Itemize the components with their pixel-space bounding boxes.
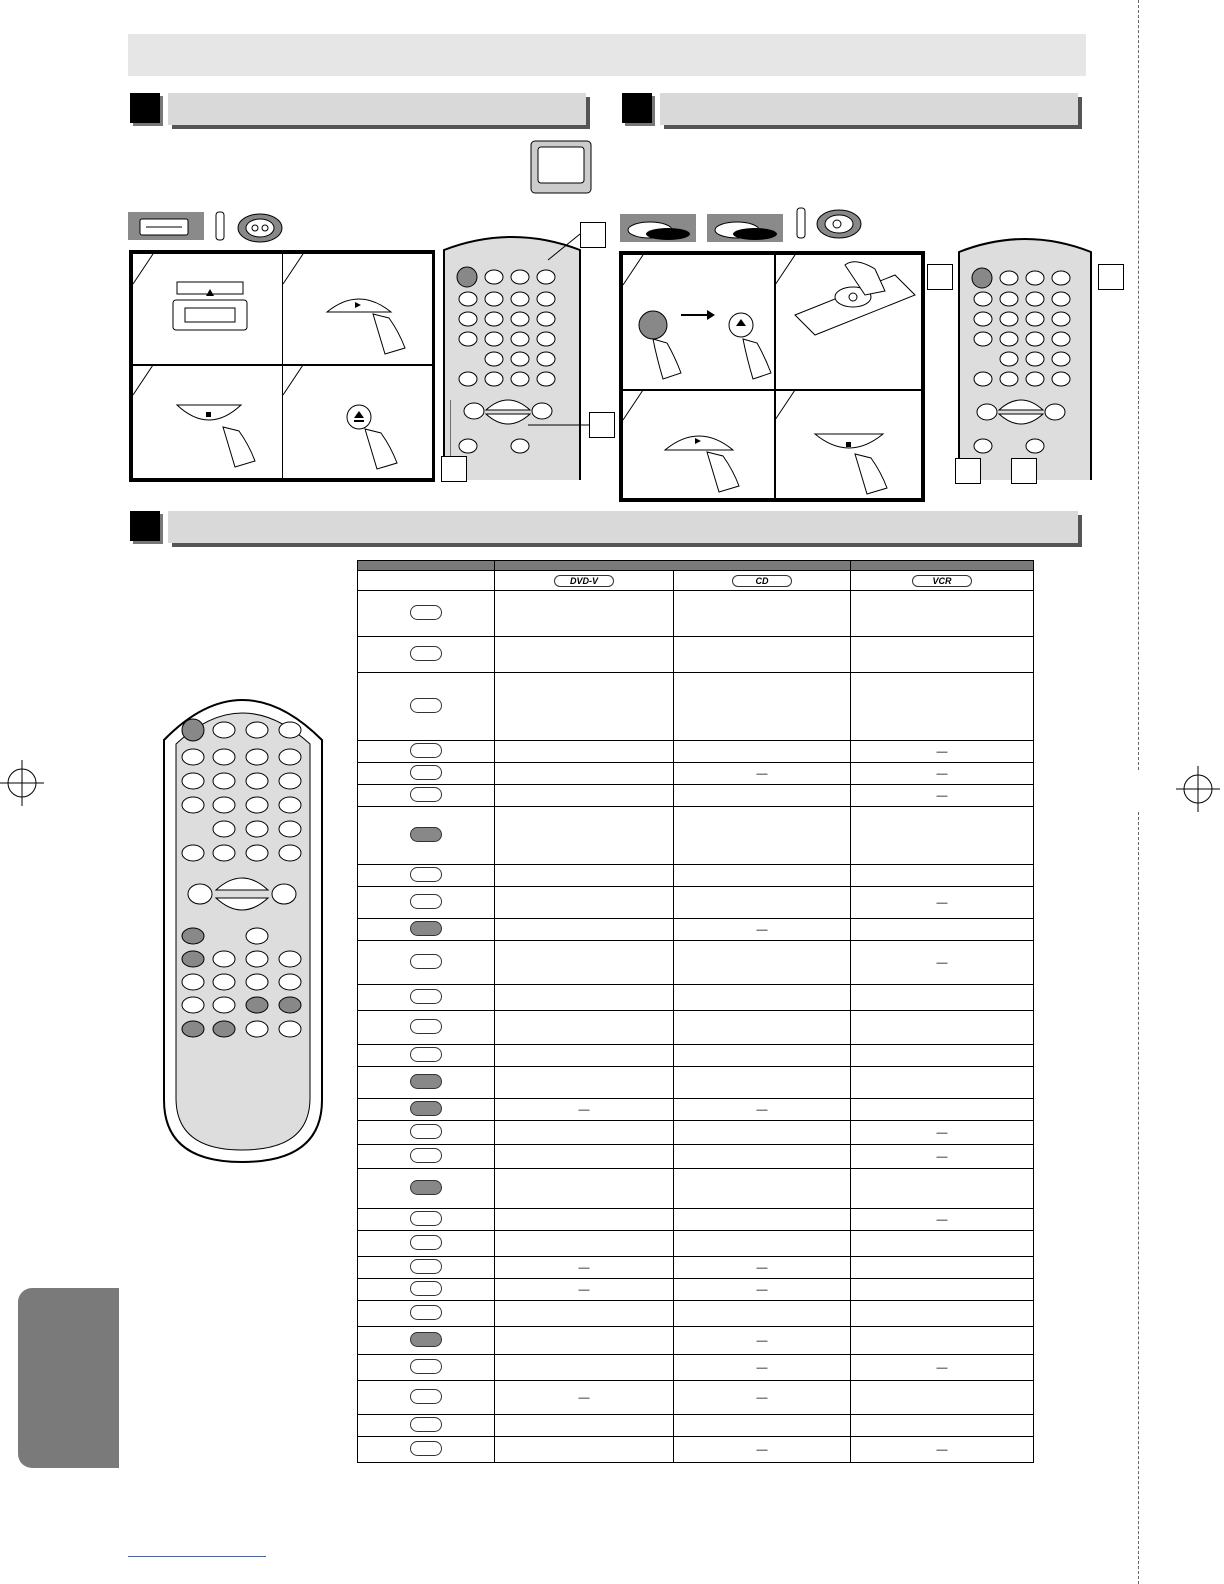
button-cell <box>358 985 495 1011</box>
dvd-steps-panel <box>619 251 925 502</box>
callout-b-power <box>927 264 953 290</box>
oval-button-icon <box>410 1417 442 1432</box>
cell-dvd <box>495 985 674 1011</box>
cell-dvd <box>495 919 674 941</box>
cell-cd <box>674 763 851 785</box>
button-cell <box>358 785 495 807</box>
cell-vcr <box>851 763 1034 785</box>
cell-cd <box>674 941 851 985</box>
button-cell <box>358 919 495 941</box>
cell-dvd <box>495 591 674 637</box>
dvd-value: — <box>578 1391 590 1404</box>
vcr-remote-icon <box>214 210 284 244</box>
button-cell <box>358 637 495 673</box>
page-header-bar <box>128 34 1086 76</box>
cell-vcr <box>851 919 1034 941</box>
section-a-marker <box>130 93 160 123</box>
table-row <box>358 1145 1034 1169</box>
table-row <box>358 1099 1034 1121</box>
cursor-keys-icon <box>410 698 442 713</box>
step-eject <box>282 364 433 479</box>
button-cell <box>358 1145 495 1169</box>
cell-dvd <box>495 741 674 763</box>
oval-button-icon <box>410 1441 442 1456</box>
step-stop-disc <box>774 389 922 499</box>
button-cell <box>358 1209 495 1231</box>
cell-vcr <box>851 1099 1034 1121</box>
cell-dvd <box>495 887 674 919</box>
button-cell <box>358 741 495 763</box>
cell-dvd <box>495 1169 674 1209</box>
power-button-icon <box>410 1074 442 1089</box>
cell-vcr <box>851 637 1034 673</box>
button-cell <box>358 1121 495 1145</box>
slow-button-icon <box>410 1259 442 1274</box>
vcr-value: — <box>936 1150 948 1163</box>
cell-dvd <box>495 763 674 785</box>
button-cell <box>358 1279 495 1301</box>
remote-snippet-b <box>955 232 1097 482</box>
side-tab <box>18 1288 119 1468</box>
oval-button-icon <box>410 1124 442 1139</box>
cell-cd <box>674 785 851 807</box>
cd-value: — <box>756 1443 768 1456</box>
cd-value: — <box>756 1361 768 1374</box>
table-row <box>358 591 1034 637</box>
cell-dvd <box>495 1145 674 1169</box>
tv-icon <box>530 140 592 196</box>
table-row <box>358 785 1034 807</box>
cell-dvd <box>495 785 674 807</box>
cell-vcr <box>851 887 1034 919</box>
cell-cd <box>674 637 851 673</box>
button-cell <box>358 1231 495 1257</box>
trim-line-lower <box>1138 812 1139 1584</box>
cell-vcr <box>851 741 1034 763</box>
cell-dvd <box>495 941 674 985</box>
table-top-band <box>358 561 1034 571</box>
oval-dark-button-icon <box>410 827 442 842</box>
skip-pair-icon <box>410 1235 442 1250</box>
cell-vcr <box>851 673 1034 741</box>
skip-button-icon <box>410 787 442 802</box>
registration-mark-right <box>1176 766 1222 812</box>
table-row <box>358 1121 1034 1145</box>
table-row <box>358 1169 1034 1209</box>
cell-dvd <box>495 1067 674 1099</box>
cell-cd <box>674 1099 851 1121</box>
dvd-disc-icon <box>620 214 700 244</box>
cell-cd <box>674 1169 851 1209</box>
vcr-value: — <box>936 896 948 909</box>
vcr-value: — <box>936 1361 948 1374</box>
cell-cd <box>674 887 851 919</box>
table-row <box>358 887 1034 919</box>
oval-button-icon <box>410 765 442 780</box>
cell-vcr <box>851 1279 1034 1301</box>
footer-link-rule <box>128 1556 266 1557</box>
cell-dvd <box>495 1301 674 1327</box>
button-cell <box>358 1257 495 1279</box>
button-cell <box>358 1169 495 1209</box>
cell-vcr <box>851 1327 1034 1355</box>
table-row <box>358 1415 1034 1437</box>
button-cell <box>358 1067 495 1099</box>
cell-cd <box>674 1415 851 1437</box>
vcr-value: — <box>936 767 948 780</box>
cell-vcr <box>851 1011 1034 1045</box>
table-row <box>358 1257 1034 1279</box>
button-cell <box>358 1099 495 1121</box>
table-row <box>358 1355 1034 1381</box>
cell-dvd <box>495 807 674 865</box>
menu-button-icon <box>410 867 442 882</box>
table-header-row <box>358 571 1034 591</box>
cd-value: — <box>756 1261 768 1274</box>
cell-vcr <box>851 1381 1034 1415</box>
cell-vcr <box>851 1067 1034 1099</box>
vcr-value: — <box>936 1126 948 1139</box>
cell-dvd <box>495 1279 674 1301</box>
button-cell <box>358 763 495 785</box>
table-row <box>358 1381 1034 1415</box>
cell-cd <box>674 741 851 763</box>
section-c-header <box>168 511 1078 543</box>
table-row <box>358 637 1034 673</box>
cell-vcr <box>851 941 1034 985</box>
cell-cd <box>674 807 851 865</box>
vcr-value: — <box>936 956 948 969</box>
callout-b-play <box>955 458 981 484</box>
cell-vcr <box>851 1257 1034 1279</box>
return-button-icon <box>410 1148 442 1163</box>
number-keys-icon <box>410 605 442 620</box>
table-row <box>358 673 1034 741</box>
table-row <box>358 1045 1034 1067</box>
vcr-value: — <box>936 1443 948 1456</box>
vhs-tape-icon <box>128 212 208 242</box>
table-row <box>358 1437 1034 1463</box>
dvd-value: — <box>578 1261 590 1274</box>
button-cell <box>358 1045 495 1067</box>
table-row <box>358 1231 1034 1257</box>
cell-dvd <box>495 1355 674 1381</box>
cell-vcr <box>851 1437 1034 1463</box>
cell-cd <box>674 1209 851 1231</box>
cd-value: — <box>756 923 768 936</box>
cell-dvd <box>495 1231 674 1257</box>
cell-cd <box>674 1355 851 1381</box>
oval-dark-button-icon <box>410 1101 442 1116</box>
callout-b-stop <box>1011 458 1037 484</box>
cell-cd <box>674 1301 851 1327</box>
cell-vcr <box>851 1045 1034 1067</box>
step-play-disc <box>622 389 776 499</box>
section-c-marker <box>130 511 160 541</box>
remote-control-full <box>158 680 328 1164</box>
step-power-open <box>622 254 776 391</box>
cell-cd <box>674 1437 851 1463</box>
cell-cd <box>674 985 851 1011</box>
cell-dvd <box>495 673 674 741</box>
play-button-icon <box>410 1047 442 1062</box>
oval-button-icon <box>410 1211 442 1226</box>
dvd-value: — <box>578 1283 590 1296</box>
cell-cd <box>674 1045 851 1067</box>
cell-dvd <box>495 1011 674 1045</box>
table-row <box>358 1327 1034 1355</box>
table-row <box>358 985 1034 1011</box>
oval-dark-button-icon <box>410 921 442 936</box>
button-cell <box>358 1327 495 1355</box>
table-row <box>358 741 1034 763</box>
cell-dvd <box>495 1121 674 1145</box>
step-load-disc <box>774 254 922 391</box>
cell-vcr <box>851 785 1034 807</box>
cell-cd <box>674 1327 851 1355</box>
cell-dvd <box>495 1381 674 1415</box>
cell-cd <box>674 1381 851 1415</box>
dvd-remote-icon <box>795 206 865 242</box>
cell-cd <box>674 919 851 941</box>
table-row <box>358 1067 1034 1099</box>
cell-dvd <box>495 1045 674 1067</box>
button-cell <box>358 941 495 985</box>
table-row <box>358 865 1034 887</box>
cell-vcr <box>851 1121 1034 1145</box>
rewind-fastforward-icon <box>410 646 442 661</box>
vcr-value: — <box>936 745 948 758</box>
cell-vcr <box>851 1169 1034 1209</box>
cell-vcr <box>851 807 1034 865</box>
step-play <box>282 253 433 366</box>
step-insert-tape <box>132 253 283 366</box>
button-cell <box>358 1415 495 1437</box>
button-cell <box>358 1011 495 1045</box>
step-stop <box>132 364 283 479</box>
table-row <box>358 1011 1034 1045</box>
cd-value: — <box>756 1391 768 1404</box>
table-corner-cell <box>358 571 495 591</box>
cd-value: — <box>756 1103 768 1116</box>
button-cell <box>358 591 495 637</box>
vcr-value: — <box>936 1213 948 1226</box>
cell-vcr <box>851 1145 1034 1169</box>
cell-cd <box>674 1145 851 1169</box>
table-row <box>358 1209 1034 1231</box>
table-row <box>358 1279 1034 1301</box>
cell-dvd <box>495 637 674 673</box>
stop-button-icon <box>410 1305 442 1320</box>
cell-vcr <box>851 1209 1034 1231</box>
cell-cd <box>674 865 851 887</box>
cell-vcr <box>851 1301 1034 1327</box>
cd-disc-icon <box>707 214 787 244</box>
cell-vcr <box>851 865 1034 887</box>
cell-cd <box>674 591 851 637</box>
vcr-steps-panel <box>129 250 435 482</box>
oval-button-icon <box>410 743 442 758</box>
cell-dvd <box>495 1257 674 1279</box>
table-row <box>358 941 1034 985</box>
col-dvd-header: DVD-V <box>495 571 674 591</box>
cell-dvd <box>495 1327 674 1355</box>
button-cell <box>358 807 495 865</box>
cell-cd <box>674 673 851 741</box>
vcr-button-icon <box>410 1389 442 1404</box>
cell-vcr <box>851 1355 1034 1381</box>
button-cell <box>358 1301 495 1327</box>
cell-vcr <box>851 591 1034 637</box>
button-cell <box>358 1381 495 1415</box>
cell-dvd <box>495 1209 674 1231</box>
cell-dvd <box>495 1437 674 1463</box>
table-row <box>358 763 1034 785</box>
cell-cd <box>674 1121 851 1145</box>
button-cell <box>358 1437 495 1463</box>
table-row <box>358 1301 1034 1327</box>
button-function-table <box>357 560 1034 1463</box>
cell-dvd <box>495 1415 674 1437</box>
oval-button-icon <box>410 1359 442 1374</box>
disc-button-icon <box>410 894 442 909</box>
button-cell <box>358 673 495 741</box>
button-cell <box>358 1355 495 1381</box>
cell-dvd <box>495 865 674 887</box>
button-cell <box>358 887 495 919</box>
oval-dark-button-icon <box>410 1180 442 1195</box>
table-row <box>358 919 1034 941</box>
dvd-value: — <box>578 1103 590 1116</box>
cell-vcr <box>851 1231 1034 1257</box>
cell-dvd <box>495 1099 674 1121</box>
vcr-value: — <box>936 789 948 802</box>
cd-value: — <box>756 767 768 780</box>
cd-value: — <box>756 1283 768 1296</box>
section-a-header <box>168 93 586 125</box>
oval-button-icon <box>410 954 442 969</box>
section-b-header <box>660 93 1078 125</box>
col-cd-header: CD <box>674 571 851 591</box>
col-vcr-header: VCR <box>851 571 1034 591</box>
eject-button-icon <box>410 989 442 1004</box>
cell-cd <box>674 1011 851 1045</box>
oval-dark-button-icon <box>410 1332 442 1347</box>
cell-cd <box>674 1067 851 1099</box>
cell-cd <box>674 1257 851 1279</box>
section-b-marker <box>622 93 652 123</box>
table-row <box>358 807 1034 865</box>
cell-cd <box>674 1231 851 1257</box>
registration-mark-left <box>0 760 46 806</box>
cd-value: — <box>756 1334 768 1347</box>
callout-lines-a <box>450 220 620 460</box>
callout-b-eject <box>1098 264 1124 290</box>
cell-cd <box>674 1279 851 1301</box>
cell-vcr <box>851 1415 1034 1437</box>
cell-vcr <box>851 985 1034 1011</box>
button-cell <box>358 865 495 887</box>
trim-line-upper <box>1138 0 1139 770</box>
pause-button-icon <box>410 1019 442 1034</box>
oval-button-icon <box>410 1281 442 1296</box>
